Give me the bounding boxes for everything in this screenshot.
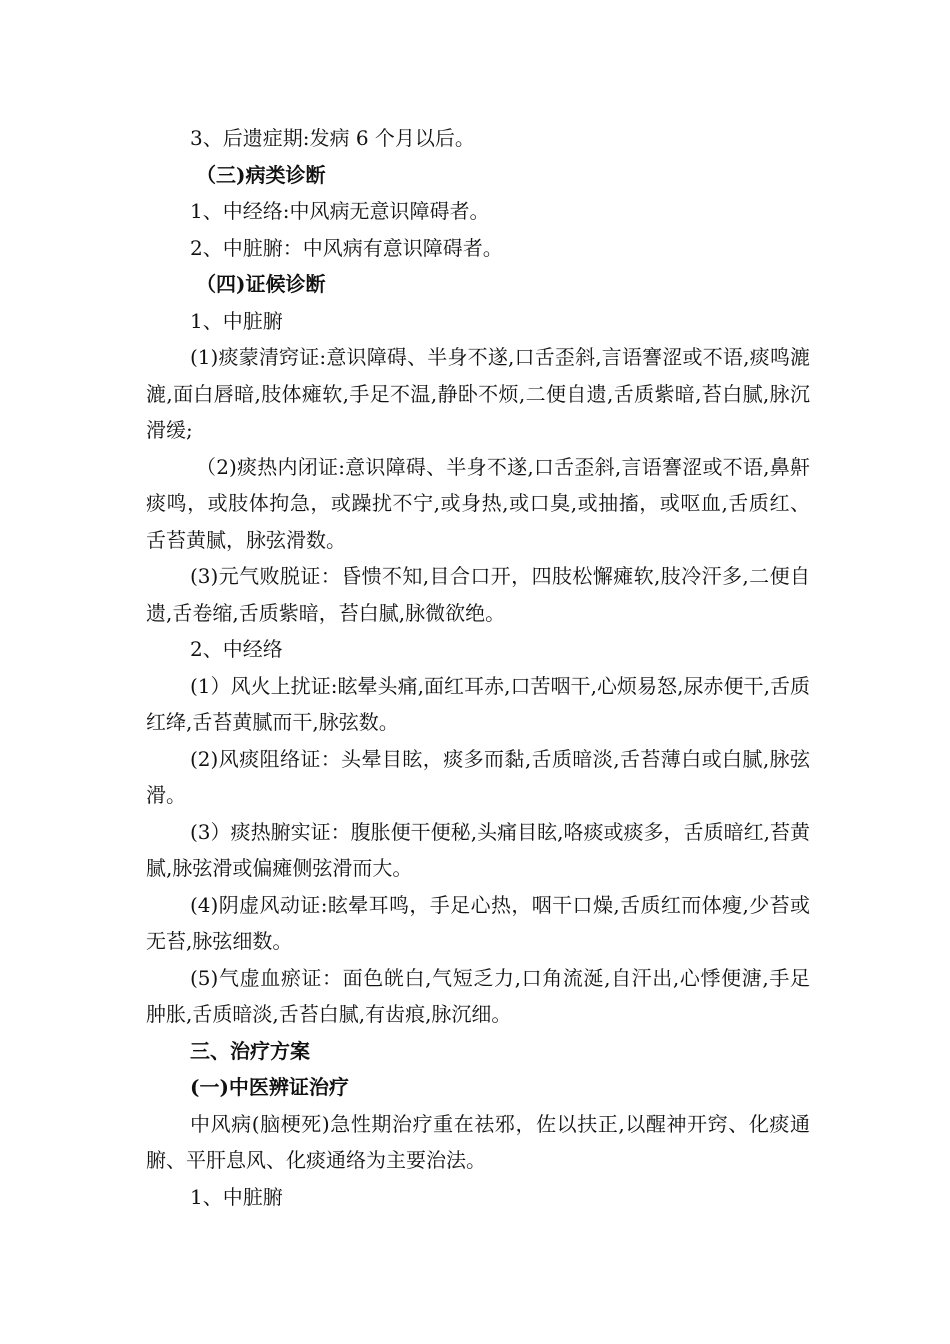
paragraph-phlegm-clouding: (1)痰蒙清窍证:意识障碍、半身不遂,口舌歪斜,言语謇涩或不语,痰鸣漉漉,面白唇暗,肢体瘫软,手足不温,静卧不烦,二便自遗,舌质紫暗,苔白腻,脉沉滑缓; — [146, 345, 810, 442]
paragraph-wind-fire: (1）风火上扰证:眩晕头痛,面红耳赤,口苦咽干,心烦易怒,尿赤便干,舌质红绛,舌苔黄腻而干,脉弦数。 — [146, 673, 810, 734]
heading-disease-type-diagnosis: （三)病类诊断 — [196, 162, 326, 187]
heading-tcm-syndrome-treatment: (一)中医辨证治疗 — [190, 1075, 349, 1099]
subheading-organ-stroke: 1、中脏腑 — [190, 308, 283, 333]
heading-syndrome-diagnosis: （四)证候诊断 — [196, 272, 326, 296]
subheading-meridian-stroke: 2、中经络 — [190, 637, 283, 661]
paragraph-acute-treatment: 中风病(脑梗死)急性期治疗重在祛邪，佐以扶正,以醒神开窍、化痰通腑、平肝息风、化痰通络为主要治法。 — [146, 1111, 810, 1172]
paragraph-phlegm-heat-closure: （2)痰热内闭证:意识障碍、半身不遂,口舌歪斜,言语謇涩或不语,鼻鼾痰鸣，或肢体拘急，或躁扰不宁,或身热,或口臭,或抽搐，或呕血,舌质红、舌苔黄腻，脉弦滑数。 — [146, 454, 810, 552]
paragraph-wind-phlegm: (2)风痰阻络证：头晕目眩，痰多而黏,舌质暗淡,舌苔薄白或白腻,脉弦滑。 — [146, 746, 810, 807]
paragraph-sequela-period: 3、后遗症期:发病 6 个月以后。 — [190, 126, 475, 150]
paragraph-meridian-stroke: 1、中经络:中风病无意识障碍者。 — [190, 199, 490, 223]
paragraph-primordial-qi-collapse: (3)元气败脱证：昏愦不知,目合口开，四肢松懈瘫软,肢冷汗多,二便自遗,舌卷缩,舌质紫暗，苔白腻,脉微欲绝。 — [146, 564, 810, 625]
paragraph-yin-deficiency-wind: (4)阴虚风动证:眩晕耳鸣，手足心热，咽干口燥,舌质红而体瘦,少苔或无苔,脉弦细数。 — [146, 892, 810, 953]
document-page — [146, 120, 810, 1215]
heading-treatment-plan: 三、治疗方案 — [190, 1038, 310, 1063]
paragraph-phlegm-heat-fu: (3）痰热腑实证：腹胀便干便秘,头痛目眩,咯痰或痰多，舌质暗红,苔黄腻,脉弦滑或偏瘫侧弦滑而大。 — [146, 819, 810, 880]
paragraph-qi-deficiency-blood-stasis: (5)气虚血瘀证：面色㿠白,气短乏力,口角流涎,自汗出,心悸便溏,手足肿胀,舌质暗淡,舌苔白腻,有齿痕,脉沉细。 — [146, 965, 810, 1026]
subheading-organ-stroke-treatment: 1、中脏腑 — [190, 1184, 283, 1209]
paragraph-organ-stroke: 2、中脏腑：中风病有意识障碍者。 — [190, 235, 503, 260]
